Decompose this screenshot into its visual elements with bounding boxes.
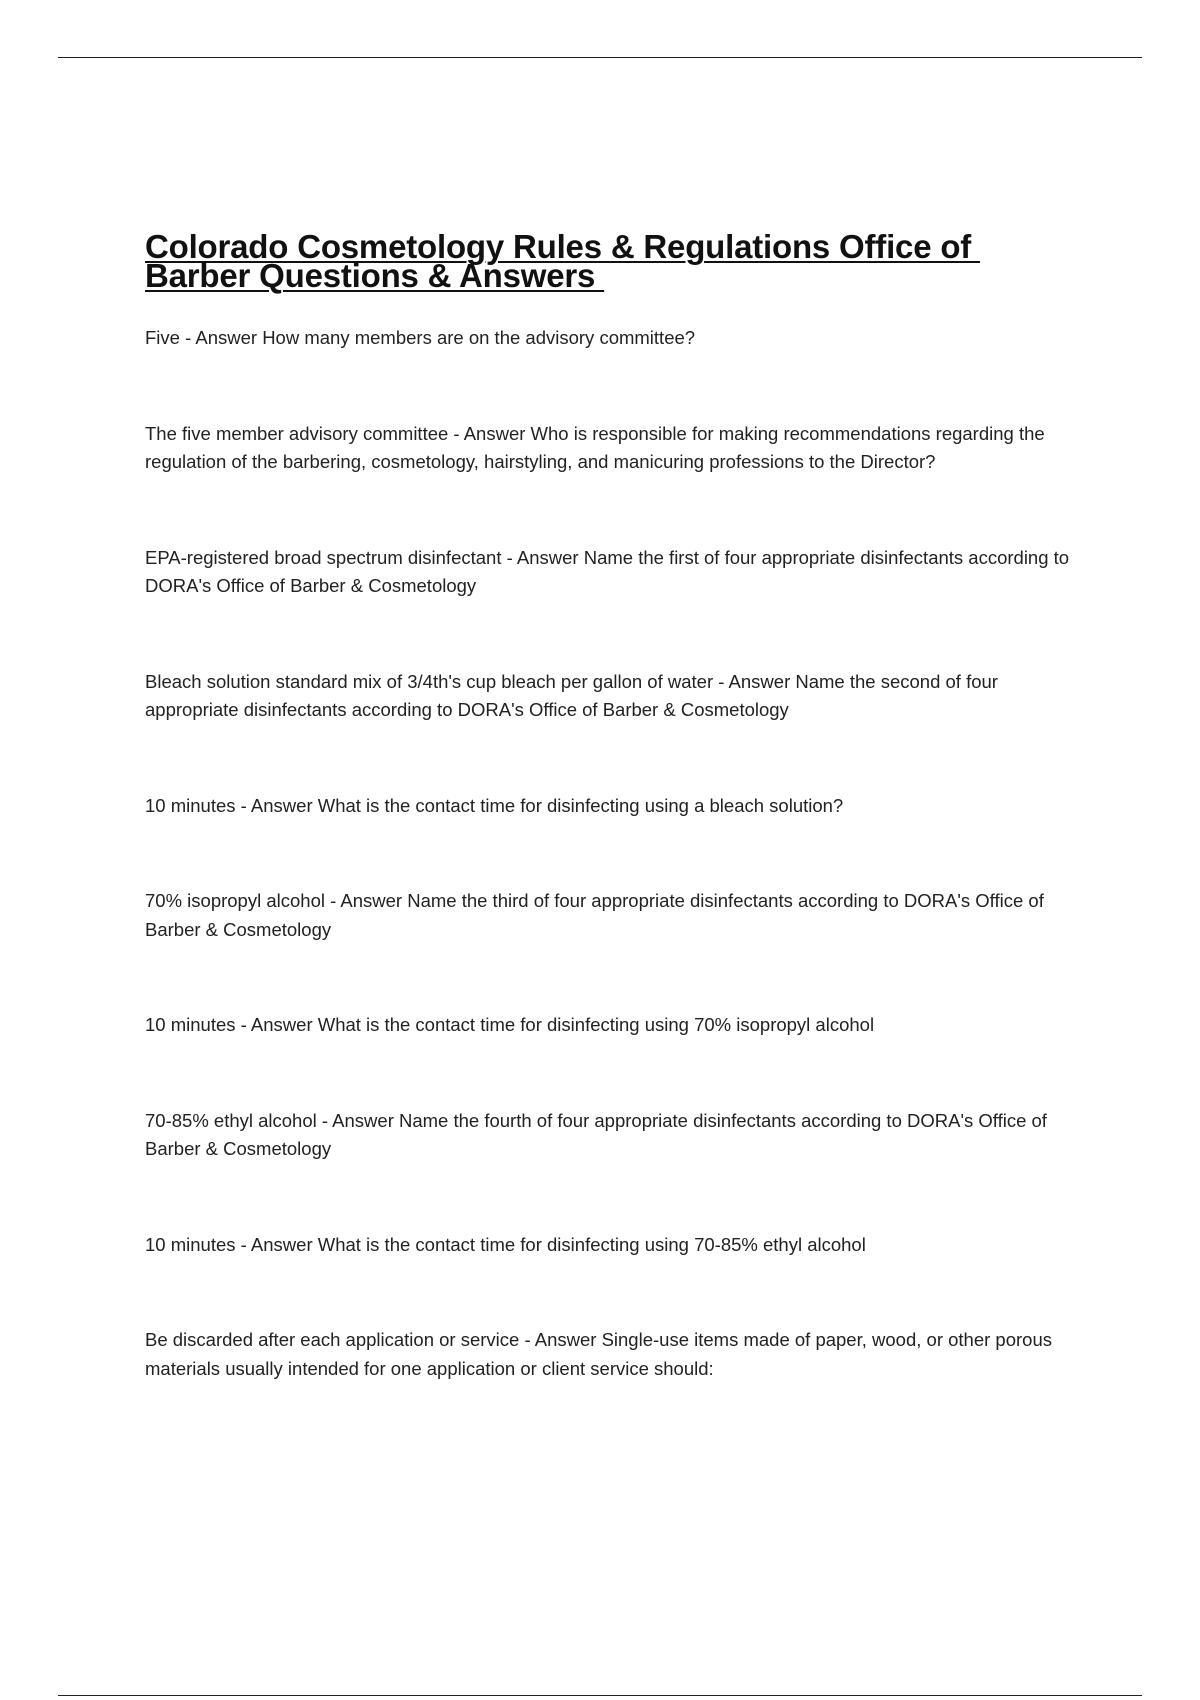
document-body xyxy=(145,228,1095,1450)
header-rule xyxy=(58,57,1142,58)
qa-entry-7: 10 minutes - Answer What is the contact time for disinfecting using 70% isopropyl alcohol xyxy=(145,1014,875,1035)
document-title xyxy=(145,228,1095,294)
qa-entry-5: 10 minutes - Answer What is the contact time for disinfecting using a bleach solution? xyxy=(145,794,844,816)
footer-rule xyxy=(58,1695,1142,1696)
qa-entry-2: The five member advisory committee - Answer Who is responsible for making recommendations regarding the regulation of the barbering, cosmetology, hairstyling, and manicuring professions to the Director? xyxy=(145,422,1045,472)
qa-entry-10: Be discarded after each application or service - Answer Single-use items made of paper, wood, or other porous materials usually intended for one application or client service should: xyxy=(145,1329,1052,1379)
qa-entry-9: 10 minutes - Answer What is the contact time for disinfecting using 70-85% ethyl alcohol xyxy=(145,1233,866,1255)
qa-list xyxy=(145,324,1095,1383)
title-line-1: Colorado Cosmetology Rules & Regulations Office of xyxy=(145,228,981,265)
qa-entry-4: Bleach solution standard mix of 3/4th's cup bleach per gallon of water - Answer Name the second of four appropriate disinfectants according to DORA's Office of Barber & Cosmetology xyxy=(145,670,998,720)
title-line-2: Barber Questions & Answers xyxy=(145,257,605,294)
qa-entry-8: 70-85% ethyl alcohol - Answer Name the fourth of four appropriate disinfectants according to DORA's Office of Barber & Cosmetology xyxy=(145,1109,1047,1159)
qa-entry-6: 70% isopropyl alcohol - Answer Name the third of four appropriate disinfectants according to DORA's Office of Barber & Cosmetology xyxy=(145,890,1044,940)
qa-entry-3: EPA-registered broad spectrum disinfectant - Answer Name the first of four appropriate disinfectants according to DORA's Office of Barber & Cosmetology xyxy=(145,546,1070,596)
qa-entry-1: Five - Answer How many members are on the advisory committee? xyxy=(145,327,696,348)
